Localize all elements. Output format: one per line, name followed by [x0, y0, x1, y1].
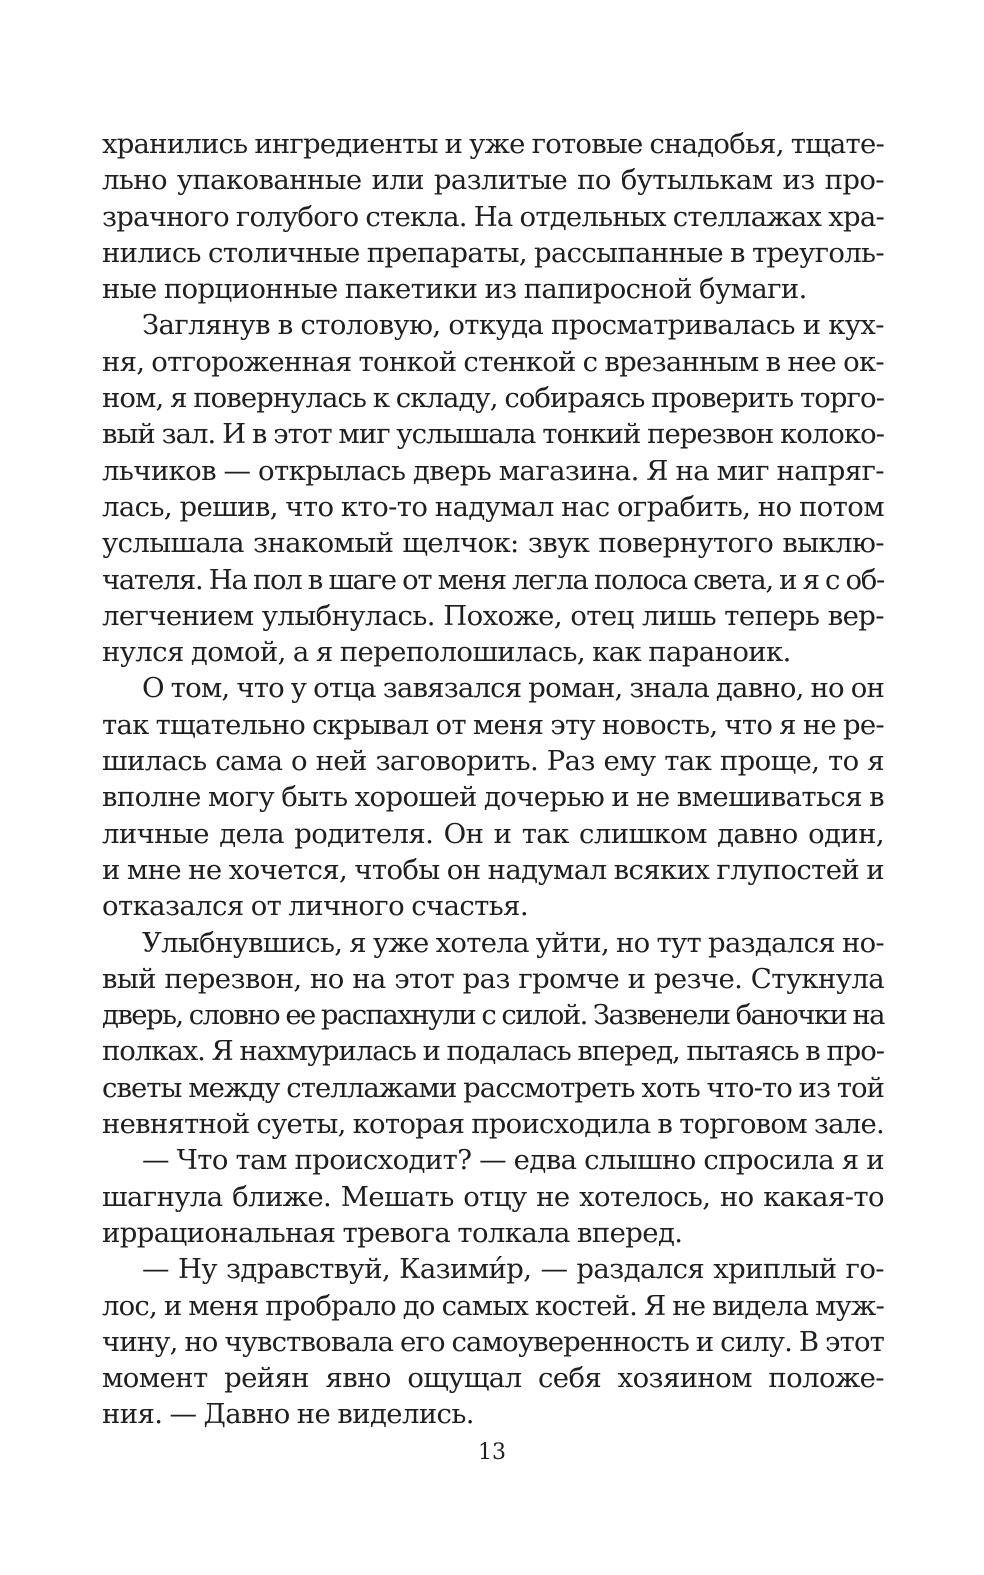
paragraph-2	[102, 307, 884, 670]
text-line: и мне не хочется, чтобы он надумал всяких глупостей и	[102, 853, 884, 886]
text-line: чателя. На пол в шаге от меня легла полоса света, и я с об-	[102, 563, 884, 596]
text-line: чину, но чувствовала его самоуверенность и силу. В этот	[102, 1325, 884, 1358]
text-line: ния. — Давно не виделись.	[102, 1398, 474, 1431]
text-line: легчением улыбнулась. Похоже, отец лишь теперь вер-	[102, 599, 884, 632]
text-line: шилась сама о ней заговорить. Раз ему так проще, то я	[102, 745, 884, 778]
text-line: дверь, словно ее распахнули с силой. Зазвенели баночки на	[102, 999, 884, 1032]
text-line: лась, решив, что кто-то надумал нас ограбить, но потом	[102, 490, 884, 523]
text-line: ня, отгороженная тонкой стенкой с врезанным в нее ок-	[102, 345, 884, 378]
paragraph-6	[102, 1251, 884, 1432]
text-line: личные дела родителя. Он и так слишком давно один,	[102, 817, 884, 850]
text-line: льчиков — открылась дверь магазина. Я на миг напряг-	[102, 454, 884, 487]
text-line: шагнула ближе. Мешать отцу не хотелось, но какая-то	[102, 1180, 884, 1213]
text-line: — Ну здравствуй, Казими́р, — раздался хриплый го-	[142, 1253, 884, 1286]
text-line: иррациональная тревога толкала вперед.	[102, 1216, 683, 1249]
text-line: О том, что у отца завязался роман, знала давно, но он	[142, 672, 884, 705]
text-line: вый зал. И в этот миг услышала тонкий перезвон колоко-	[102, 418, 884, 451]
text-line: ные порционные пакетики из папиросной бумаги.	[102, 273, 807, 306]
text-line: вполне могу быть хорошей дочерью и не вмешиваться в	[102, 781, 884, 814]
text-line: момент рейян явно ощущал себя хозяином положе-	[102, 1362, 884, 1395]
text-line: вый перезвон, но на этот раз громче и резче. Стукнула	[102, 962, 884, 995]
page-number: 13	[478, 1440, 506, 1465]
text-line: — Что там происходит? — едва слышно спросила я и	[142, 1144, 884, 1177]
text-line: нулся домой, а я переполошилась, как параноик.	[102, 636, 791, 669]
paragraph-4	[102, 925, 884, 1143]
paragraph-5	[102, 1142, 884, 1251]
paragraph-3	[102, 670, 884, 924]
text-line: невнятной суеты, которая происходила в торговом зале.	[102, 1108, 884, 1141]
text-line: так тщательно скрывал от меня эту новость, что я не ре-	[102, 708, 884, 741]
text-line: полках. Я нахмурилась и подалась вперед, пытаясь в про-	[102, 1035, 884, 1068]
text-line: светы между стеллажами рассмотреть хоть что-то из той	[102, 1071, 884, 1104]
paragraph-1	[102, 126, 884, 307]
body-text	[102, 126, 884, 1433]
text-line: льно упакованные или разлитые по бутылькам из про-	[102, 164, 884, 197]
text-line: Заглянув в столовую, откуда просматривалась и кух-	[142, 309, 884, 342]
text-line: услышала знакомый щелчок: звук повернутого выклю-	[102, 527, 884, 560]
text-line: Улыбнувшись, я уже хотела уйти, но тут раздался но-	[142, 926, 884, 959]
text-line: хранились ингредиенты и уже готовые снадобья, тщате-	[102, 128, 884, 160]
text-line: ном, я повернулась к складу, собираясь проверить торго-	[102, 382, 884, 415]
text-line: отказался от личного счастья.	[102, 890, 529, 923]
text-line: нились столичные препараты, рассыпанные в треуголь-	[102, 236, 884, 269]
text-line: зрачного голубого стекла. На отдельных стеллажах хра-	[102, 200, 884, 233]
text-line: лос, и меня пробрало до самых костей. Я не видела муж-	[102, 1289, 884, 1322]
